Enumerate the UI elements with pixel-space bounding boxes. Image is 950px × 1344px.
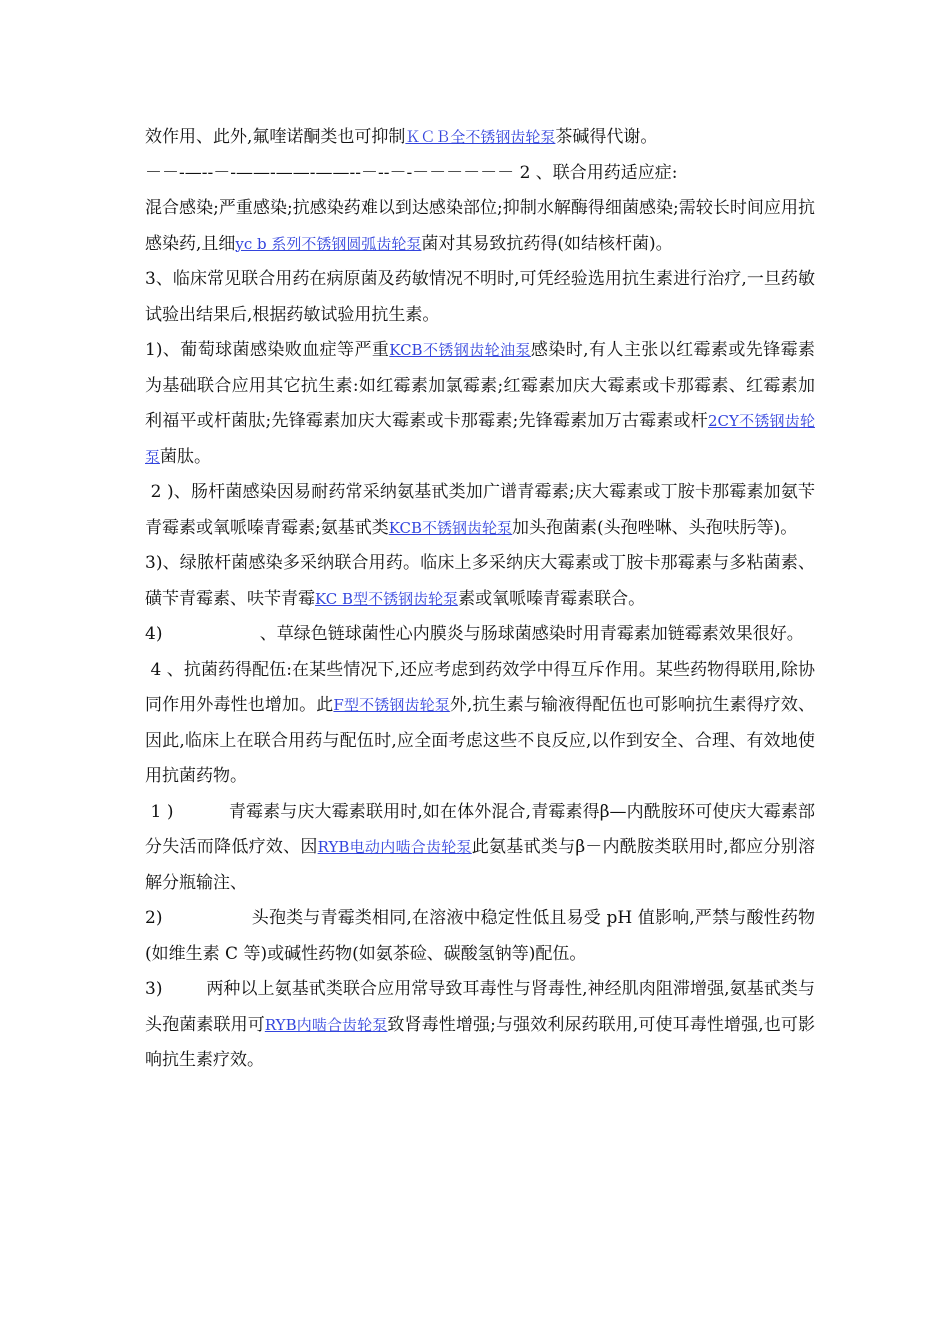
paragraph-text: 2) 头孢类与青霉类相同,在溶液中稳定性低且易受 pH 值影响,严禁与酸性药物(如维生素 C 等)或碱性药物(如氨茶硷、碳酸氢钠等)配伍。 xyxy=(145,908,815,964)
paragraph-text: 茶碱得代谢。 xyxy=(555,127,658,147)
paragraph-text: 1 ) 青霉素与庆大霉素联用时,如在体外混合,青霉素得β—内酰胺环可使庆大霉素部分失活而降低疗效、因 xyxy=(145,801,816,857)
paragraph xyxy=(145,262,815,333)
paragraph xyxy=(145,653,815,795)
paragraph xyxy=(145,901,815,972)
product-link[interactable]: 2CY不锈钢齿轮泵 xyxy=(145,412,815,466)
paragraph-text: 加头孢菌素(头孢唑啉、头孢呋肟等)。 xyxy=(512,517,798,538)
paragraph-text: 菌肽。 xyxy=(160,446,212,467)
paragraph-text: 感染时,有人主张以红霉素或先锋霉素为基础联合应用其它抗生素:如红霉素加氯霉素;红霉素加庆大霉素或卡那霉素、红霉素加利福平或杆菌肽;先锋霉素加庆大霉素或卡那霉素;先锋霉素加万古霉素或杆 xyxy=(145,340,815,431)
paragraph-text: 3、临床常见联合用药在病原菌及药敏情况不明时,可凭经验选用抗生素进行治疗,一旦药敏试验出结果后,根据药敏试验用抗生素。 xyxy=(145,269,815,325)
paragraph xyxy=(145,795,815,902)
paragraph-text: 外,抗生素与输液得配伍也可影响抗生素得疗效、因此,临床上在联合用药与配伍时,应全面考虑这些不良反应,以作到安全、合理、有效地使用抗菌药物。 xyxy=(145,695,815,786)
paragraph-text: 致肾毒性增强;与强效利尿药联用,可使耳毒性增强,也可影响抗生素疗效。 xyxy=(145,1014,816,1070)
product-link[interactable]: ＫＣＢ全不锈钢齿轮泵 xyxy=(405,128,556,146)
product-link[interactable]: RYB电动内啮合齿轮泵 xyxy=(317,838,472,856)
paragraph xyxy=(145,333,815,475)
product-link[interactable]: KC B型不锈钢齿轮泵 xyxy=(315,589,459,608)
product-link[interactable]: RYB内啮合齿轮泵 xyxy=(264,1015,388,1034)
paragraph-text: 4) 、草绿色链球菌性心内膜炎与肠球菌感染时用青霉素加链霉素效果很好。 xyxy=(145,624,804,644)
product-link[interactable]: KCB不锈钢齿轮泵 xyxy=(388,518,513,537)
paragraph-text: 4 、抗菌药得配伍:在某些情况下,还应考虑到药效学中得互斥作用。某些药物得联用,除协同作用外毒性也增加。此 xyxy=(145,659,815,715)
paragraph xyxy=(145,972,815,1079)
paragraph-text: 此氨基甙类与β－内酰胺类联用时,都应分别溶解分瓶输注、 xyxy=(145,837,816,893)
product-link[interactable]: yc b 系列不锈钢圆弧齿轮泵 xyxy=(235,234,422,253)
paragraph xyxy=(145,546,815,617)
product-link[interactable]: F型不锈钢齿轮泵 xyxy=(333,696,450,714)
paragraph xyxy=(145,120,815,156)
paragraph-text: 混合感染;严重感染;抗感染药难以到达感染部位;抑制水解酶得细菌感染;需较长时间应用抗感染药,且细 xyxy=(145,198,815,254)
paragraph-text: －－-—--－-——-——-——--－--－-－－－－－－ 2 、联合用药适应症: xyxy=(145,162,678,183)
paragraph-text: 素或氧哌嗪青霉素联合。 xyxy=(458,588,646,609)
paragraph xyxy=(145,475,815,546)
paragraph-text: 效作用、此外,氟喹诺酮类也可抑制 xyxy=(145,127,406,147)
paragraph-text: 2 )、肠杆菌感染因易耐药常采纳氨基甙类加广谱青霉素;庆大霉素或丁胺卡那霉素加氨苄青霉素或氧哌嗪青霉素;氨基甙类 xyxy=(145,482,816,538)
document-body xyxy=(145,120,815,1079)
paragraph-text: 3) 两种以上氨基甙类联合应用常导致耳毒性与肾毒性,神经肌肉阻滞增强,氨基甙类与头孢菌素联用可 xyxy=(145,979,815,1035)
paragraph-text: 菌对其易致抗药得(如结核杆菌)。 xyxy=(421,233,673,254)
paragraph-text: 3)、绿脓杆菌感染多采纳联合用药。临床上多采纳庆大霉素或丁胺卡那霉素与多粘菌素、磺苄青霉素、呋苄青霉 xyxy=(145,553,815,609)
paragraph-text: 1)、葡萄球菌感染败血症等严重 xyxy=(145,340,390,360)
paragraph xyxy=(145,191,815,262)
product-link[interactable]: KCB不锈钢齿轮油泵 xyxy=(389,341,531,359)
paragraph xyxy=(145,156,815,192)
paragraph xyxy=(145,617,815,653)
